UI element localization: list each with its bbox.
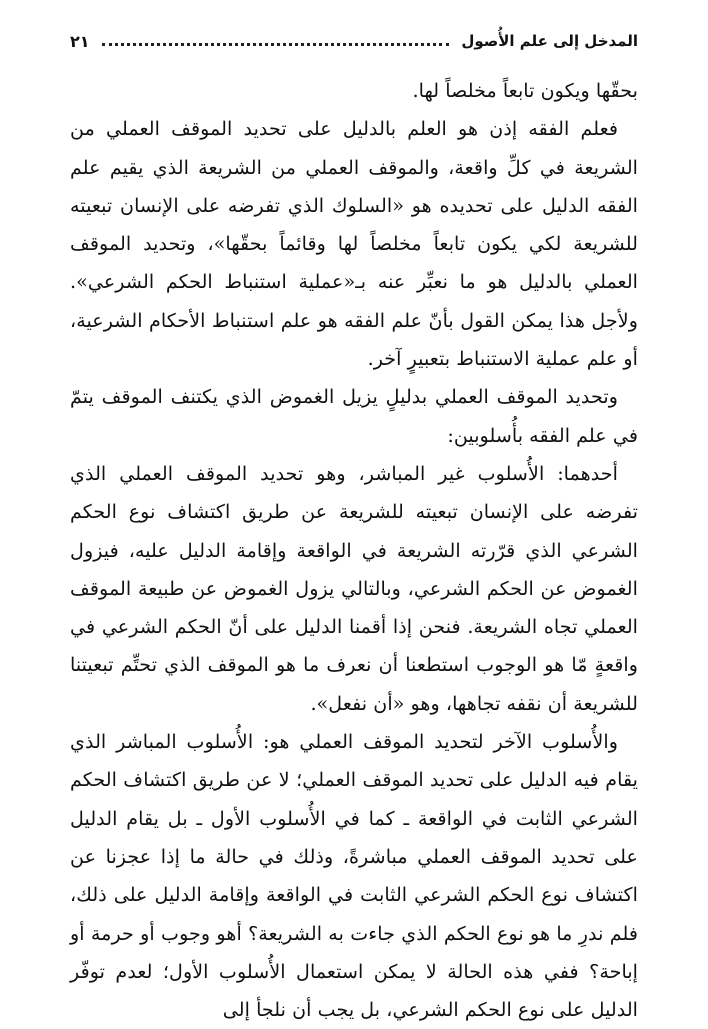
paragraph-fiqh-definition: فعلم الفقه إذن هو العلم بالدليل على تحديد الموقف العملي من الشريعة في كلِّ واقعة، والموقف العملي من الشريعة الذي يقيم علم الفقه الدليل على تحديده هو «السلوك الذي تفرضه على الإنسان تبعيته للشريعة لكي يكون تابعاً مخلصاً لها وقائماً بحقّها»، وتحديد الموقف العملي بالدليل هو ما نعبِّر عنه بـ«عملية استنباط الحكم الشرعي». ولأجل هذا يمكن القول بأنّ علم الفقه هو علم استنباط الأحكام الشرعية، أو علم عملية الاستنباط بتعبيرٍ آخر. <box>70 117 638 371</box>
paragraph-direct-method: والأُسلوب الآخر لتحديد الموقف العملي هو: الأُسلوب المباشر الذي يقام فيه الدليل على تحديد الموقف العملي؛ لا عن طريق اكتشاف الحكم الشرعي الثابت في الواقعة ـ كما في الأُسلوب الأول ـ بل يقام الدليل على تحديد الموقف العملي مباشرةً، وذلك في حالة ما إذا عجزنا عن اكتشاف نوع الحكم الشرعي الثابت في الواقعة وإقامة الدليل على ذلك، فلم ندرِ ما هو نوع الحكم الذي جاءت به الشريعة؟ أهو وجوب أو حرمة أو إباحة؟ ففي هذه الحالة لا يمكن استعمال الأُسلوب الأول؛ لعدم توفّر الدليل على نوع الحكم الشرعي، بل يجب أن نلجأ إلى <box>70 730 638 1022</box>
header-dot-leader <box>102 43 450 46</box>
page-number: ٢١ <box>70 31 90 51</box>
paragraph-two-methods: وتحديد الموقف العملي بدليلٍ يزيل الغموض الذي يكتنف الموقف يتمّ في علم الفقه بأُسلوبين: <box>70 385 638 447</box>
running-header <box>70 26 638 56</box>
paragraph-continuation: بحقّها ويكون تابعاً مخلصاً لها. <box>412 79 638 102</box>
body-text <box>70 72 638 1029</box>
paragraph-indirect-method: أحدهما: الأُسلوب غير المباشر، وهو تحديد الموقف العملي الذي تفرضه على الإنسان تبعيته للشريعة عن طريق اكتشاف نوع الحكم الشرعي الذي قرّرته الشريعة في الواقعة وإقامة الدليل عليه، فيزول الغموض عن الحكم الشرعي، وبالتالي يزول الغموض عن طبيعة الموقف العملي تجاه الشريعة. فنحن إذا أقمنا الدليل على أنّ الحكم الشرعي في واقعةٍ مّا هو الوجوب استطعنا أن نعرف ما هو الموقف الذي تحتِّم تبعيتنا للشريعة أن نقفه تجاهها، وهو «أن نفعل». <box>70 461 638 715</box>
header-title: المدخل إلى علم الأُصول <box>461 32 638 50</box>
